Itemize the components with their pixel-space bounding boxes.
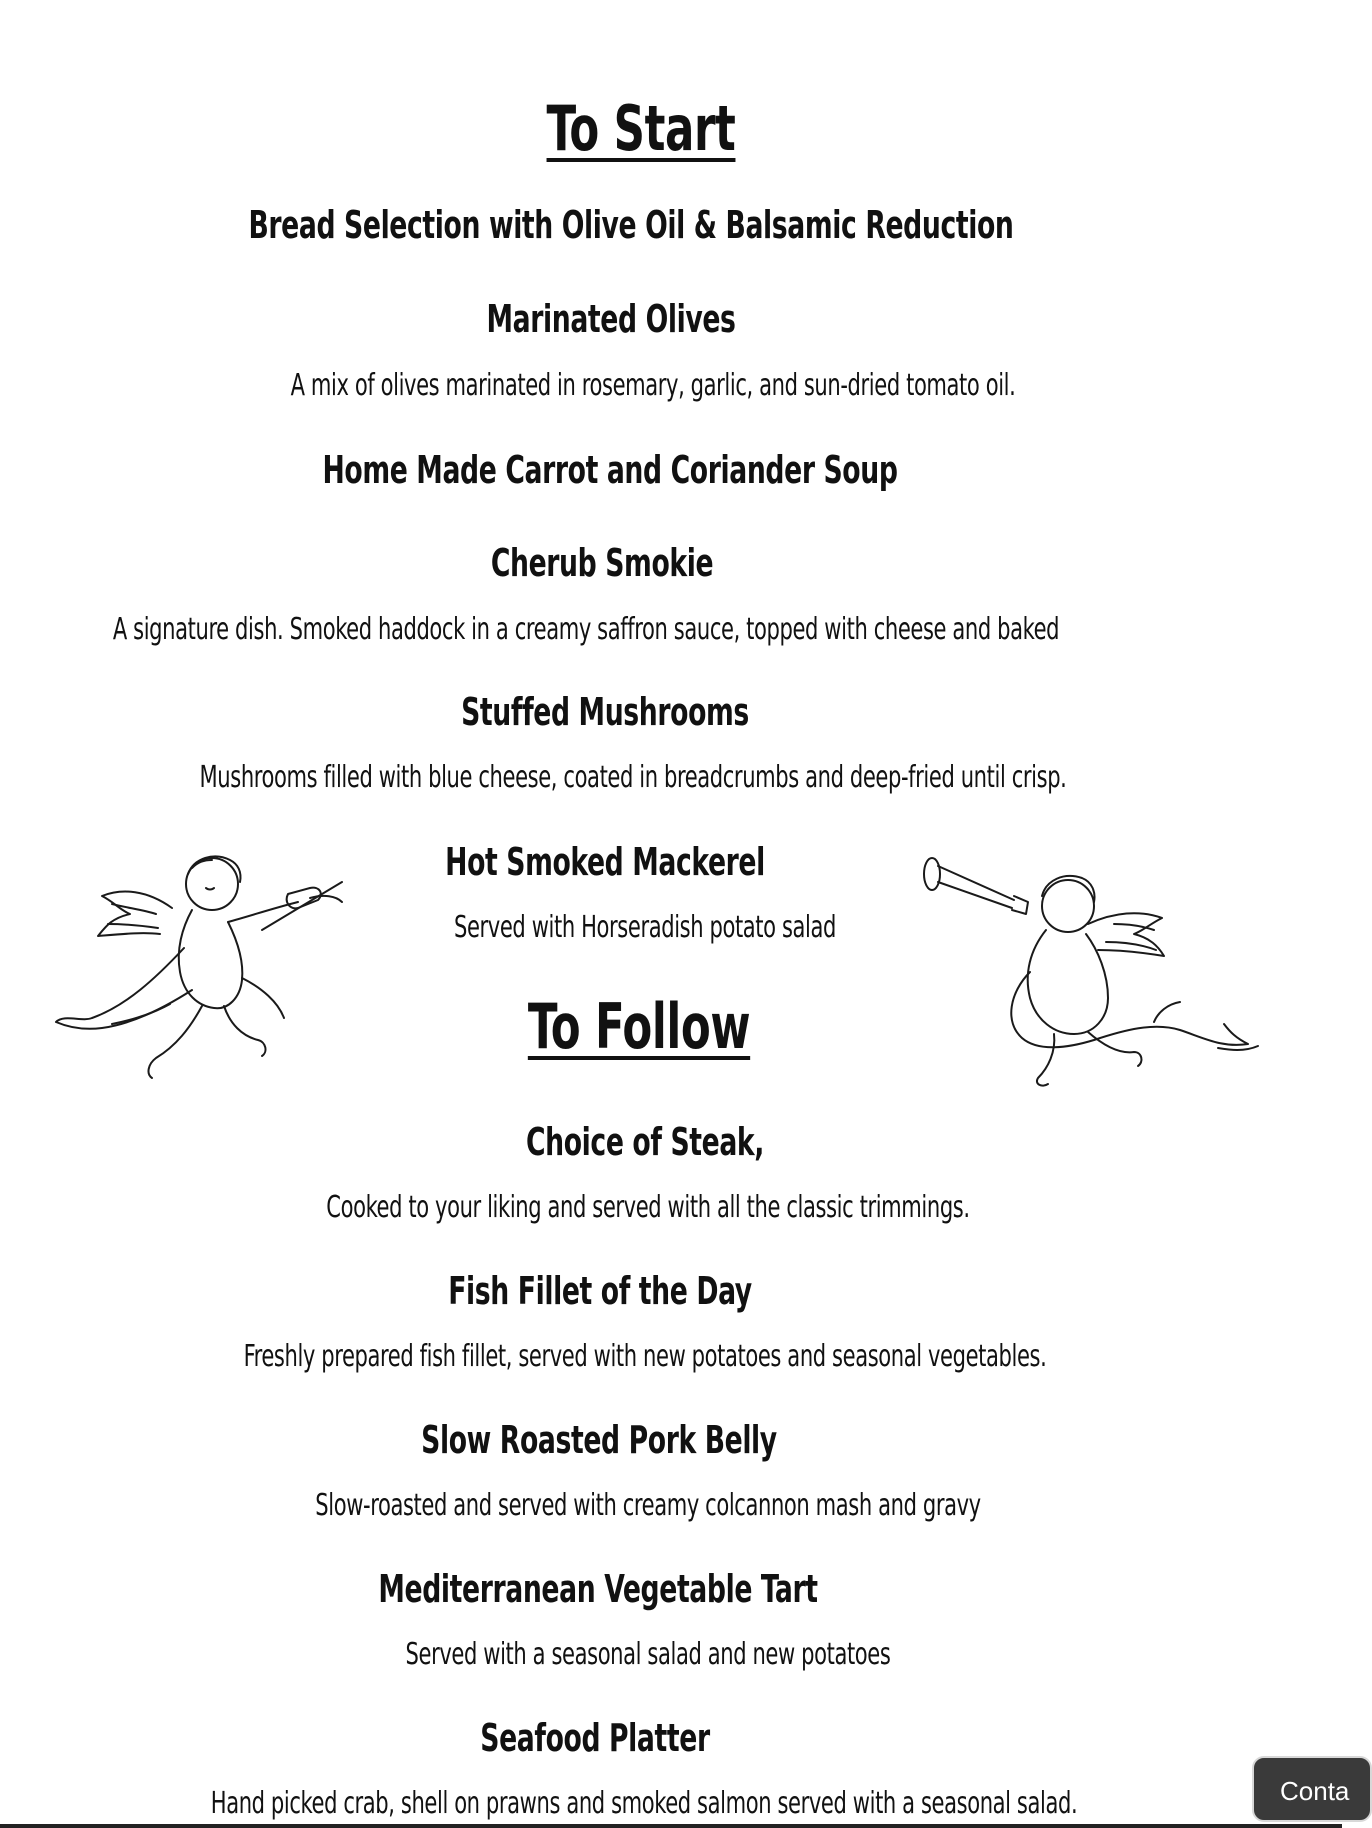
- cherub-violin-icon: [52, 838, 382, 1092]
- dish-description: Cooked to your liking and served with all the classic trimmings.: [326, 1190, 970, 1225]
- dish-description: Served with Horseradish potato salad: [453, 910, 836, 945]
- bottom-border: [0, 1824, 1342, 1828]
- dish-description: A signature dish. Smoked haddock in a creamy saffron sauce, topped with cheese and baked: [112, 612, 1060, 647]
- dish-name: Fish Fillet of the Day: [448, 1269, 752, 1313]
- cherub-trumpet-icon: [918, 852, 1270, 1088]
- contact-button[interactable]: Conta: [1252, 1756, 1372, 1822]
- dish-description: Mushrooms filled with blue cheese, coated in breadcrumbs and deep-fried until crisp.: [199, 760, 1067, 795]
- dish-name: Seafood Platter: [480, 1716, 710, 1760]
- dish-name: Stuffed Mushrooms: [461, 690, 749, 734]
- dish-name: Choice of Steak,: [525, 1120, 765, 1164]
- dish-name: Marinated Olives: [486, 297, 736, 341]
- dish-name: Bread Selection with Olive Oil & Balsamic Reduction: [248, 203, 1014, 247]
- dish-name: Hot Smoked Mackerel: [445, 840, 765, 884]
- mains-heading: To Follow: [527, 990, 751, 1063]
- dish-description: Hand picked crab, shell on prawns and smoked salmon served with a seasonal salad.: [210, 1786, 1078, 1821]
- dish-name: Home Made Carrot and Coriander Soup: [322, 448, 898, 492]
- dish-description: A mix of olives marinated in rosemary, garlic, and sun-dried tomato oil.: [290, 368, 1016, 403]
- dish-name: Mediterranean Vegetable Tart: [378, 1567, 818, 1611]
- dish-description: Served with a seasonal salad and new potatoes: [405, 1637, 891, 1672]
- dish-name: Slow Roasted Pork Belly: [421, 1418, 777, 1462]
- dish-description: Freshly prepared fish fillet, served with new potatoes and seasonal vegetables.: [243, 1339, 1047, 1374]
- starters-heading: To Start: [546, 92, 736, 165]
- dish-description: Slow-roasted and served with creamy colcannon mash and gravy: [315, 1488, 981, 1523]
- dish-name: Cherub Smokie: [490, 541, 714, 585]
